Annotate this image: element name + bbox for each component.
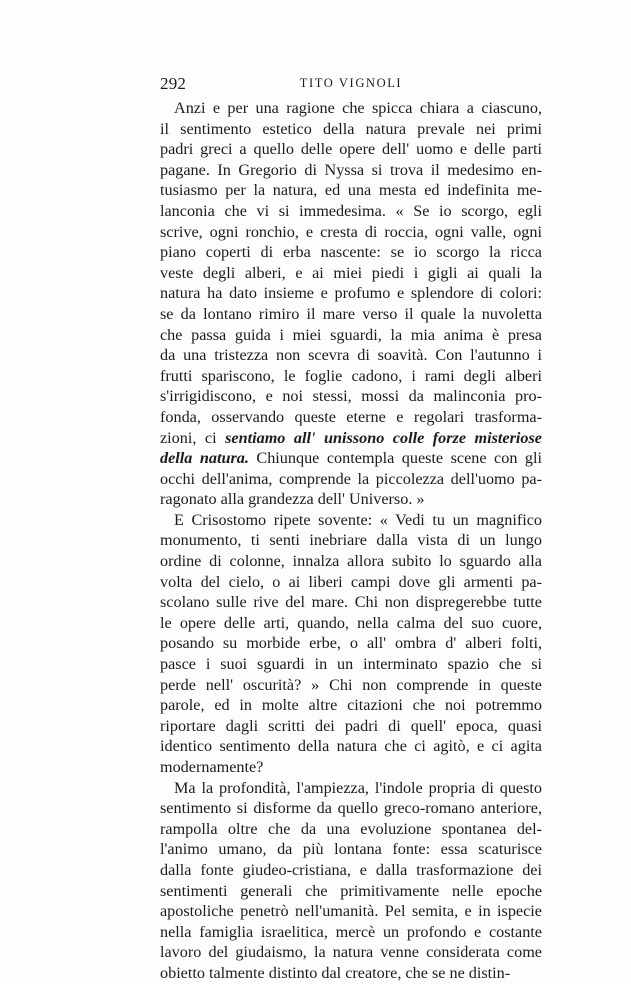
- text-line: modernamente?: [160, 758, 264, 776]
- text-line: riportare dagli scritti dei padri di quell' epoca, quasi: [160, 716, 542, 735]
- text-line: [160, 428, 542, 449]
- text-line: ordine di colonne, innalza allora subito lo sguardo alla: [160, 552, 542, 571]
- text-line: [160, 448, 542, 469]
- text-line: E Crisostomo ripete sovente: « Vedi tu un magnifico: [174, 510, 542, 529]
- text-line: pasce i suoi sguardi in un interminato spazio che si: [160, 655, 542, 674]
- text-line: padri greci a quello delle opere dell' uomo e delle parti: [160, 140, 542, 159]
- text-line: da una tristezza non scevra di soavità. Con l'autunno i: [160, 346, 542, 365]
- text-line: parole, ed in molte altre citazioni che noi potremmo: [160, 696, 542, 715]
- text-line: obietto talmente distinto dal creatore, che se ne distin-: [160, 963, 511, 982]
- text-line: le opere delle arti, quando, nella calma del suo cuore,: [160, 613, 542, 632]
- text-line: fonda, osservando queste eterne e regolari trasforma-: [160, 407, 542, 426]
- text-segment: Chiunque contempla queste scene con gli: [248, 449, 542, 468]
- text-line: Anzi e per una ragione che spicca chiara a ciascuno,: [174, 99, 542, 117]
- text-line: natura ha dato insieme e profumo e splendore di colori:: [160, 284, 542, 303]
- text-segment: zioni, ci: [160, 428, 226, 447]
- page-number: 292: [160, 74, 187, 93]
- text-line: veste degli alberi, e ai miei piedi i gigli ai quali la: [160, 263, 542, 282]
- text-line: nella famiglia israelitica, mercè un profondo e costante: [160, 922, 542, 941]
- text-line: identico sentimento della natura che ci agitò, e ci agita: [160, 737, 542, 756]
- text-line: sentimento si disforme da quello greco-romano anteriore,: [160, 799, 542, 818]
- text-line: perde nell' oscurità? » Chi non comprende in queste: [160, 675, 542, 694]
- body-text: [160, 98, 542, 984]
- text-line: dalla fonte giudeo-cristiana, e dalla trasformazione dei: [160, 860, 542, 879]
- emphasized-text: sentiamo all' unissono colle forze misteriose: [225, 428, 542, 447]
- text-line: apostoliche penetrò nell'umanità. Pel semita, e in ispecie: [160, 902, 542, 921]
- text-line: piano coperti di erba nascente: se io scorgo la ricca: [160, 243, 542, 262]
- text-line: frutti spariscono, le foglie cadono, i rami degli alberi: [160, 366, 542, 385]
- text-line: rampolla oltre che da una evoluzione spontanea del-: [160, 819, 542, 838]
- text-line: ragonato alla grandezza dell' Universo. »: [160, 490, 425, 509]
- text-line: il sentimento estetico della natura prevale nei primi: [160, 119, 542, 138]
- text-line: s'irrigidiscono, e noi stessi, mossi da malinconia pro-: [160, 387, 542, 406]
- text-line: sentimenti generali che primitivamente nelle epoche: [160, 881, 542, 900]
- text-line: Ma la profondità, l'ampiezza, l'indole propria di questo: [174, 778, 542, 797]
- text-line: scrive, ogni ronchio, e cresta di roccia, ogni valle, ogni: [160, 222, 542, 241]
- text-line: scolano sulle rive del mare. Chi non dispregerebbe tutte: [160, 593, 542, 612]
- paragraph: [160, 510, 542, 778]
- paragraph: [160, 98, 542, 510]
- running-head: TITO VIGNOLI: [299, 76, 403, 90]
- text-line: tusiasmo per la natura, ed una mesta ed indefinita me-: [160, 181, 542, 200]
- text-line: volta del cielo, o ai liberi campi dove gli armenti pa-: [160, 572, 542, 591]
- text-line: occhi dell'anima, comprende la piccolezza dell'uomo pa-: [160, 469, 542, 488]
- page-header: [160, 74, 542, 96]
- text-line: monumento, ti senti inebriare dalla vista di un lungo: [160, 531, 542, 550]
- emphasized-text: della natura.: [160, 449, 249, 468]
- text-line: posando su morbide erbe, o all' ombra d' alberi folti,: [160, 634, 542, 653]
- text-line: pagane. In Gregorio di Nyssa si trova il medesimo en-: [160, 160, 542, 179]
- text-line: l'animo umano, da più lontana fonte: essa scaturisce: [160, 840, 542, 859]
- text-line: lanconia che vi si immedesima. « Se io scorgo, egli: [160, 201, 542, 220]
- text-line: se da lontano rimiro il mare verso il quale la nuvoletta: [160, 304, 542, 323]
- text-line: che passa guida i miei sguardi, la mia anima è presa: [160, 325, 542, 344]
- paragraph: [160, 778, 542, 984]
- text-line: lavoro del giudaismo, la natura venne considerata come: [160, 943, 542, 962]
